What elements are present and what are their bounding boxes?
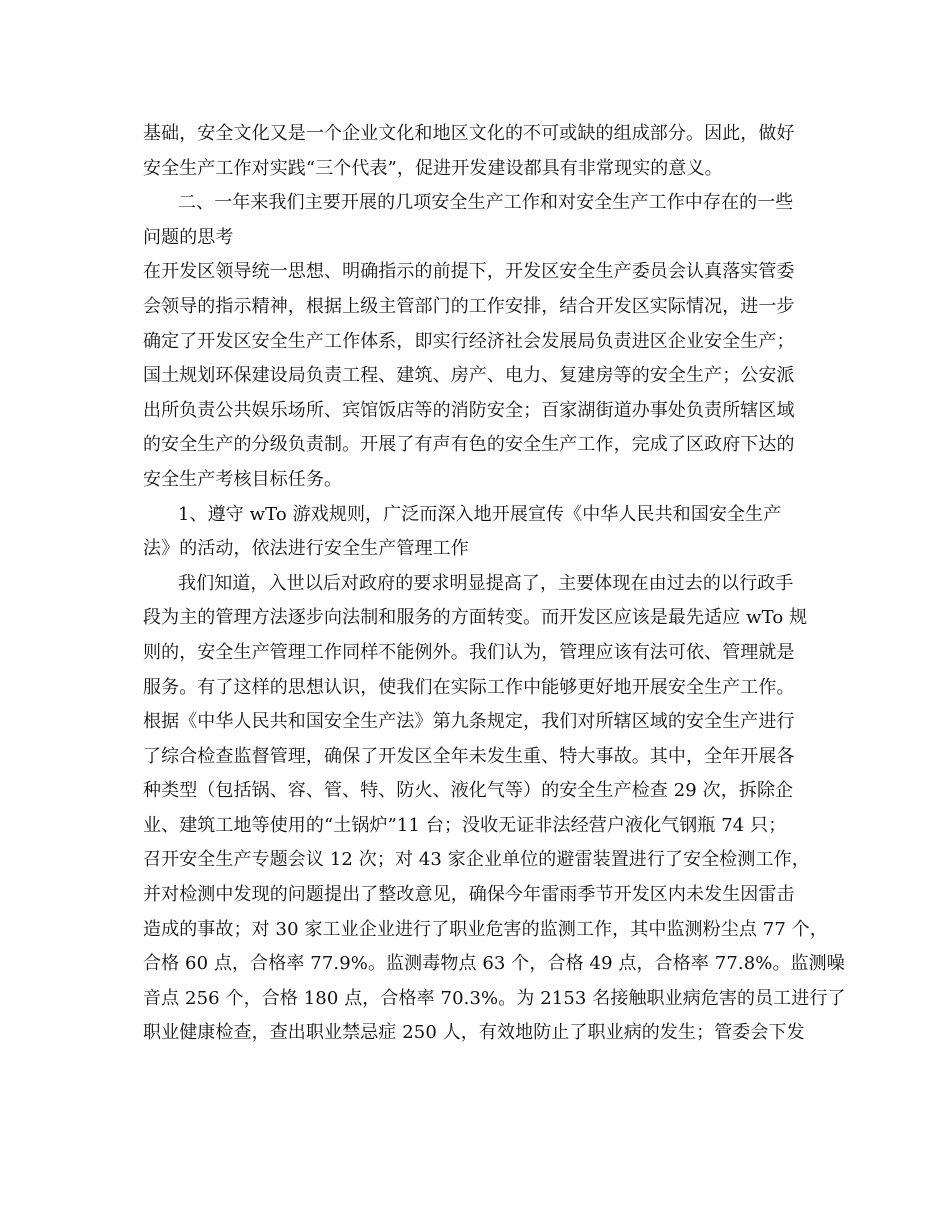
text-line: 国土规划环保建设局负责工程、建筑、房产、电力、复建房等的安全生产；公安派 (143, 365, 795, 387)
text-line: 基础，安全文化又是一个企业文化和地区文化的不可或缺的组成部分。因此，做好 (143, 123, 795, 144)
text-line: 音点 256 个，合格 180 点，合格率 70.3%。为 2153 名接触职业病危害的员工进行了 (143, 987, 846, 1009)
text-line: 并对检测中发现的问题提出了整改意见，确保今年雷雨季节开发区内未发生因雷击 (143, 884, 795, 906)
text-line: 种类型（包括锅、容、管、特、防火、液化气等）的安全生产检查 29 次，拆除企 (143, 780, 794, 802)
text-line: 合格 60 点，合格率 77.9%。监测毒物点 63 个，合格 49 点，合格率 77.8%。监测噪 (143, 953, 845, 975)
text-line: 服务。有了这样的思想认识，使我们在实际工作中能够更好地开展安全生产工作。 (143, 676, 795, 698)
text-line: 出所负责公共娱乐场所、宾馆饭店等的消防安全；百家湖街道办事处负责所辖区域 (143, 399, 795, 421)
subsection-heading-line: 法》的活动，依法进行安全生产管理工作 (143, 538, 469, 560)
text-line: 业、建筑工地等使用的“土锅炉”11 台；没收无证非法经营户液化气钢瓶 74 只； (143, 814, 787, 836)
text-line: 则的，安全生产管理工作同样不能例外。我们认为，管理应该有法可依、管理就是 (143, 641, 795, 663)
text-line: 造成的事故；对 30 家工业企业进行了职业危害的监测工作，其中监测粉尘点 77 个， (143, 918, 828, 940)
text-line: 在开发区领导统一思想、明确指示的前提下，开发区安全生产委员会认真落实管委 (143, 261, 795, 283)
text-line: 确定了开发区安全生产工作体系，即实行经济社会发展局负责进区企业安全生产； (143, 330, 795, 352)
text-line: 召开安全生产专题会议 12 次；对 43 家企业单位的避雷装置进行了安全检测工作， (143, 849, 810, 871)
text-line: 职业健康检查，查出职业禁忌症 250 人，有效地防止了职业病的发生；管委会下发 (143, 1022, 805, 1044)
text-line: 的安全生产的分级负责制。开展了有声有色的安全生产工作，完成了区政府下达的 (143, 434, 795, 456)
text-line: 会领导的指示精神，根据上级主管部门的工作安排，结合开发区实际情况，进一步 (143, 295, 795, 317)
document-body (143, 117, 846, 1051)
section-heading-line: 二、一年来我们主要开展的几项安全生产工作和对安全生产工作中存在的一些 (178, 192, 794, 214)
subsection-heading-line: 1、遵守 wTo 游戏规则，广泛而深入地开展宣传《中华人民共和国安全生产 (178, 503, 782, 525)
section-heading-line: 问题的思考 (143, 226, 234, 248)
text-line: 根据《中华人民共和国安全生产法》第九条规定，我们对所辖区域的安全生产进行 (143, 711, 795, 733)
text-line: 了综合检查监督管理，确保了开发区全年未发生重、特大事故。其中，全年开展各 (143, 745, 795, 767)
text-line: 段为主的管理方法逐步向法制和服务的方面转变。而开发区应该是最先适应 wTo 规 (143, 607, 808, 629)
text-line: 我们知道，入世以后对政府的要求明显提高了，主要体现在由过去的以行政手 (178, 572, 794, 594)
text-line: 安全生产考核目标任务。 (143, 468, 343, 490)
text-line: 安全生产工作对实践“三个代表”，促进开发建设都具有非常现实的意义。 (143, 157, 723, 179)
